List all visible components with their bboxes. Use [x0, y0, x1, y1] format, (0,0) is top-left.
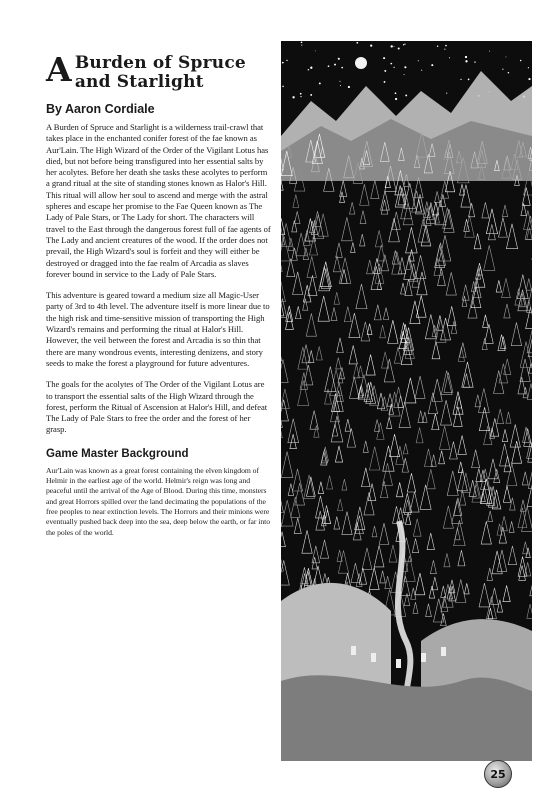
intro-paragraph-1: A Burden of Spruce and Starlight is a wilderness trail-crawl that takes place in the enchanted conifer forest of the fae known as Aur'Lain. The High Wizard of the Order of the Vigilant Lotus has died, but not before being transfigured into her essential salts by her acolytes. Before her death she tasks these acolytes to perform a grand ritual at the site of standing stones known as Halor's Hill. This ritual will allow her soul to ascend and merge with the astral spheres and escape her promise to the Fae Queen known as The Lady of Pale Stars, or The Lady for short. The characters will travel to the East through the dangerous forest full of fae agents of The Lady and ancient creatures of the wood. If the order does not prevail, the High Wizard's soul is forfeit and they will either be destroyed or dragged into the fae realm of Arcadia as slaves forever bound in service to the Lady of Pale Stars. — [46, 122, 271, 279]
text-column — [46, 50, 272, 548]
star-icon — [449, 57, 450, 58]
star-icon — [384, 81, 386, 83]
standing-stone-icon — [371, 653, 376, 662]
star-icon — [528, 67, 529, 68]
star-icon — [341, 67, 343, 69]
star-icon — [328, 65, 330, 67]
star-icon — [390, 63, 392, 65]
star-icon — [444, 49, 445, 50]
star-icon — [446, 93, 447, 94]
title-drop-cap: A — [46, 50, 72, 89]
star-icon — [398, 47, 400, 49]
star-icon — [528, 78, 530, 80]
star-icon — [334, 64, 336, 66]
star-icon — [384, 70, 386, 72]
star-icon — [319, 82, 321, 84]
star-icon — [315, 51, 316, 52]
star-icon — [300, 93, 302, 95]
intro-paragraph-2: This adventure is geared toward a medium size all Magic-User party of 3rd to 4th level. The adventure itself is more linear due to the high risk and time-sensitive mission of transporting the High Wizard's remains and performing the ritual at Halor's Hill. However, the veil between the forest and Arcadia is so thin that there are many wondrous events, interesting denizens, and story seeds to make the forest a playground for future adventures. — [46, 290, 270, 368]
star-icon — [286, 60, 287, 61]
author-byline: By Aaron Cordiale — [46, 102, 155, 116]
star-icon — [301, 41, 303, 43]
intro-paragraph-3: The goals for the acolytes of The Order of the Vigilant Lotus are to transport the essential salts of the High Wizard through the forest, perform the Ritual of Ascension at Halor's Hill, and defeat The Lady of Pale Stars to free the order and the forest of her grasp. — [46, 379, 268, 435]
star-icon — [395, 98, 397, 100]
background-body — [46, 466, 272, 538]
star-icon — [502, 69, 503, 70]
star-icon — [370, 45, 372, 47]
star-icon — [301, 45, 302, 46]
star-icon — [393, 67, 394, 68]
standing-stone-icon — [441, 647, 446, 656]
star-icon — [404, 43, 405, 44]
star-icon — [437, 45, 438, 46]
forest-illustration — [281, 41, 532, 761]
page-title — [46, 50, 272, 92]
background-paragraph: Aur'Lain was known as a great forest containing the elven kingdom of Helmir in the earliest age of the world. Helmir's reign was long and peaceful until the arrival of the Age of Blood. During this time, monsters and great Horrors spilled over the land decimating the populations of the free peoples to near extinction levels. The Horrors and their minions were eventually pushed back deep into the sea, deep below the earth, or far into the poles of the world. — [46, 465, 271, 537]
star-icon — [405, 94, 407, 96]
star-icon — [431, 64, 433, 66]
star-icon — [348, 86, 350, 88]
page-number-badge — [484, 760, 512, 788]
star-icon — [310, 67, 312, 69]
star-icon — [391, 45, 393, 47]
star-icon — [445, 45, 447, 47]
star-icon — [506, 56, 507, 57]
star-icon — [340, 85, 341, 86]
star-icon — [418, 60, 419, 61]
star-icon — [508, 72, 509, 73]
star-icon — [460, 79, 461, 80]
star-icon — [383, 57, 385, 59]
star-icon — [308, 69, 309, 70]
forest-illustration-svg — [281, 41, 532, 761]
star-icon — [520, 60, 522, 62]
star-icon — [282, 62, 284, 64]
star-icon — [468, 79, 470, 81]
section-heading: Game Master Background — [46, 447, 189, 460]
star-icon — [310, 94, 312, 96]
star-icon — [421, 70, 422, 71]
star-icon — [403, 44, 404, 45]
page-number: 25 — [490, 767, 506, 781]
star-icon — [300, 96, 301, 97]
star-icon — [292, 96, 294, 98]
title-text: Burden of Spruce and Starlight — [74, 53, 246, 92]
star-icon — [465, 60, 467, 62]
star-icon — [394, 46, 395, 47]
star-icon — [404, 66, 406, 68]
star-icon — [338, 58, 340, 60]
intro-body — [46, 122, 272, 436]
star-icon — [356, 42, 358, 44]
star-icon — [465, 56, 467, 58]
standing-stone-icon — [421, 653, 426, 662]
star-icon — [474, 61, 475, 62]
moon-icon — [355, 57, 367, 69]
standing-stone-icon — [351, 646, 356, 655]
star-icon — [395, 92, 397, 94]
star-icon — [282, 86, 284, 88]
star-icon — [489, 51, 490, 52]
standing-stone-icon — [396, 659, 401, 668]
star-icon — [404, 74, 405, 75]
star-icon — [339, 81, 340, 82]
